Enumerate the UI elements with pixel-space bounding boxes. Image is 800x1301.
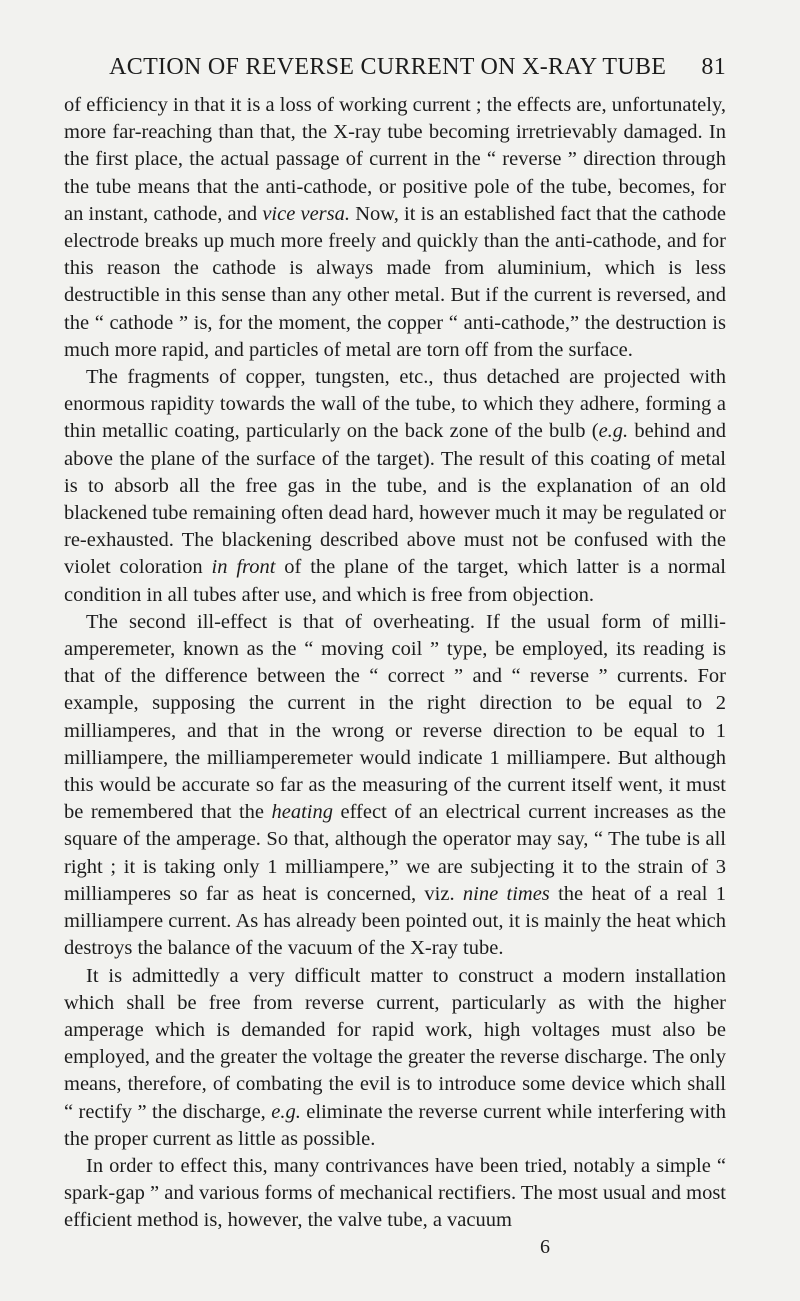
text-run: The fragments of copper, tungsten, etc., thus detached are projected with enormous rapidity towards the wall of the tube, to which they adhere, forming a thin metallic coating, particularly on the back zone of the bulb ( — [64, 366, 726, 443]
italic-text-run: e.g. — [271, 1100, 301, 1123]
text-run: the heat of a real 1 milliampere current. As has already been pointed out, it is mainly the heat which destroys the balance of the vacuum of the X-ray tube. — [64, 882, 726, 960]
text-run: It is admittedly a very difficult matter to construct a modern installation which shall be free from reverse current, particularly as with the higher amperage which is demanded for rapid work, high voltages must also be employed, and the greater the voltage the greater the reverse discharge. The only means, therefore, of combating the evil is to introduce some device which shall “ rectify ” the discharge, — [64, 964, 726, 1123]
text-run: behind and above the plane of the surface of the target). The result of this coating of metal is to absorb all the free gas in the tube, and is the explanation of an old blackened tube remaining often dead hard, however much it may be regulated or re-exhausted. The blackening described above must not be confused with the violet coloration — [64, 420, 726, 579]
italic-text-run: heating — [271, 801, 334, 824]
paragraph — [64, 609, 726, 963]
text-run: of efficiency in that it is a loss of working current ; the effects are, unfortunately, more far-reaching than that, the X-ray tube becoming irretrievably damaged. In the first place, the actual passage of current in the “ reverse ” direction through the tube means that the anti-cathode, or positive pole of the tube, becomes, for an instant, cathode, and — [64, 94, 726, 225]
body-text — [64, 92, 726, 1235]
italic-text-run: nine times — [462, 882, 550, 905]
text-run: The second ill-effect is that of overheating. If the usual form of milliamperemeter, known as the “ moving coil ” type, be employed, its reading is that of the difference between the “ correct ” and “ reverse ” currents. For example, supposing the current in the right direction to be equal to 2 milliamperes, and that in the wrong or reverse direction to be equal to 1 milliampere, the milliamperemeter would indicate 1 milliampere. But although this would be accurate so far as the measuring of the current itself went, it must be remembered that the — [64, 610, 726, 824]
text-run: effect of an electrical current increases as the square of the amperage. So that, although the operator may say, “ The tube is all right ; it is taking only 1 milliampere,” we are subjecting it to the strain of 3 milliamperes so far as heat is concerned, viz. — [64, 801, 726, 905]
running-header-title: ACTION OF REVERSE CURRENT ON X-RAY TUBE — [109, 54, 667, 80]
signature-mark: 6 — [540, 1235, 550, 1258]
text-run: eliminate the reverse current while interfering with the proper current as little as possible. — [64, 1100, 726, 1150]
paragraph — [64, 1153, 726, 1235]
text-run: Now, it is an established fact that the cathode electrode breaks up much more freely and quickly than the anti-cathode, and for this reason the cathode is always made from aluminium, which is less destructible in this sense than any other metal. But if the current is reversed, and the “ cathode ” is, for the moment, the copper “ anti-cathode,” the destruction is much more rapid, and particles of metal are torn off from the surface. — [64, 202, 726, 361]
italic-text-run: vice versa. — [262, 202, 351, 225]
running-header — [64, 52, 726, 82]
paragraph — [64, 92, 726, 364]
book-page — [64, 52, 726, 1259]
italic-text-run: in front — [211, 556, 276, 579]
paragraph — [64, 364, 726, 609]
paragraph — [64, 963, 726, 1153]
text-run: In order to effect this, many contrivances have been tried, notably a simple “ spark-gap ” and various forms of mechanical rectifiers. The most usual and most efficient method is, however, the valve tube, a vacuum — [64, 1154, 726, 1232]
text-run: of the plane of the target, which latter is a normal condition in all tubes after use, and which is free from objection. — [64, 556, 726, 606]
page-number: 81 — [701, 54, 726, 80]
italic-text-run: e.g. — [598, 420, 629, 443]
